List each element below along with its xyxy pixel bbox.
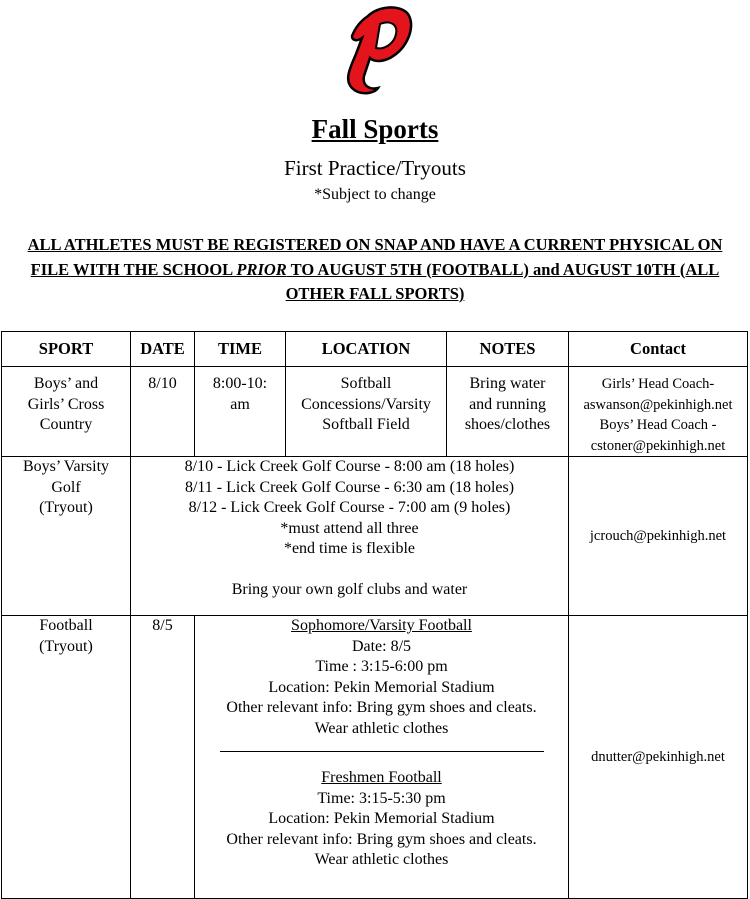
cross-country-contact <box>569 367 748 457</box>
time-line: am <box>230 395 250 413</box>
cross-country-sport <box>2 367 131 457</box>
sport-line: Boys’ Varsity <box>22 458 110 475</box>
table-header-row <box>2 332 748 367</box>
divider <box>220 751 544 752</box>
contact-email[interactable]: aswanson@pekinhigh.net <box>583 396 733 413</box>
cross-country-location <box>286 367 447 457</box>
golf-sport <box>2 457 131 616</box>
sport-line: Boys’ and <box>33 375 99 392</box>
header-location: LOCATION <box>286 332 447 367</box>
golf-detail-line: 8/11 - Lick Creek Golf Course - 6:30 am (18 holes) <box>184 478 515 496</box>
header-date: DATE <box>131 332 195 367</box>
location-line: Softball Field <box>322 416 410 433</box>
location-line: Softball <box>340 375 392 392</box>
golf-contact-email[interactable]: jcrouch@pekinhigh.net <box>569 457 748 616</box>
registration-notice <box>10 233 740 307</box>
football-sport <box>2 616 131 899</box>
notice-text-2: TO AUGUST 5TH (FOOTBALL) and AUGUST 10TH (ALL OTHER FALL SPORTS) <box>285 259 720 303</box>
table-row <box>2 616 748 899</box>
freshmen-football-heading: Freshmen Football <box>321 769 442 786</box>
subject-to-change-note: *Subject to change <box>314 186 436 203</box>
sport-line: Golf <box>51 478 81 496</box>
header-notes: NOTES <box>447 332 569 367</box>
golf-detail-line: *end time is flexible <box>283 540 416 557</box>
contact-line: Girls’ Head Coach- <box>601 376 715 392</box>
golf-detail-line: 8/12 - Lick Creek Golf Course - 7:00 am (9 holes) <box>188 499 511 516</box>
header-time: TIME <box>195 332 286 367</box>
football-details <box>195 616 569 899</box>
football-detail-line: Time: 3:15-5:30 pm <box>317 789 446 807</box>
football-contact-email[interactable]: dnutter@pekinhigh.net <box>569 616 748 899</box>
notice-text-1: ALL ATHLETES MUST BE REGISTERED ON SNAP AND HAVE A CURRENT PHYSICAL ON FILE WITH THE SCHOOL <box>27 235 723 279</box>
contact-email[interactable]: cstoner@pekinhigh.net <box>590 437 726 454</box>
sport-line: Football <box>39 617 93 634</box>
header-contact: Contact <box>569 332 748 367</box>
location-line: Concessions/Varsity <box>301 395 431 413</box>
sport-line: Country <box>39 416 93 433</box>
sport-line: (Tryout) <box>39 637 93 655</box>
golf-bring-note: Bring your own golf clubs and water <box>231 581 468 598</box>
football-detail-line: Location: Pekin Memorial Stadium <box>268 810 495 827</box>
time-line: 8:00-10: <box>212 375 268 392</box>
notes-line: shoes/clothes <box>464 416 551 433</box>
football-date: 8/5 <box>131 616 195 899</box>
cross-country-notes <box>447 367 569 457</box>
cross-country-date: 8/10 <box>131 367 195 457</box>
varsity-football-heading: Sophomore/Varsity Football <box>291 617 472 634</box>
notes-line: Bring water <box>469 375 546 392</box>
table-row <box>2 457 748 616</box>
schedule-table <box>1 331 748 899</box>
pekin-logo-icon <box>334 4 416 96</box>
golf-details <box>131 457 569 616</box>
page-title: Fall Sports <box>311 114 439 144</box>
football-detail-line: Other relevant info: Bring gym shoes and cleats. <box>226 699 537 716</box>
contact-line: Boys’ Head Coach - <box>599 417 717 433</box>
football-detail-line: Other relevant info: Bring gym shoes and cleats. <box>226 830 537 848</box>
golf-detail-line: 8/10 - Lick Creek Golf Course - 8:00 am (18 holes) <box>184 458 515 475</box>
cross-country-time <box>195 367 286 457</box>
football-detail-line: Date: 8/5 <box>351 637 412 655</box>
football-detail-line: Time : 3:15-6:00 pm <box>315 658 448 675</box>
football-detail-line: Location: Pekin Memorial Stadium <box>268 678 495 696</box>
table-row <box>2 367 748 457</box>
football-detail-line: Wear athletic clothes <box>314 851 449 868</box>
header-sport: SPORT <box>2 332 131 367</box>
golf-detail-line: *must attend all three <box>280 519 419 537</box>
notes-line: and running <box>469 395 546 413</box>
sport-line: Girls’ Cross <box>27 395 105 413</box>
sport-line: (Tryout) <box>39 499 93 516</box>
page-subtitle: First Practice/Tryouts <box>284 156 466 180</box>
football-detail-line: Wear athletic clothes <box>314 719 449 737</box>
notice-emphasis: PRIOR <box>236 259 287 279</box>
